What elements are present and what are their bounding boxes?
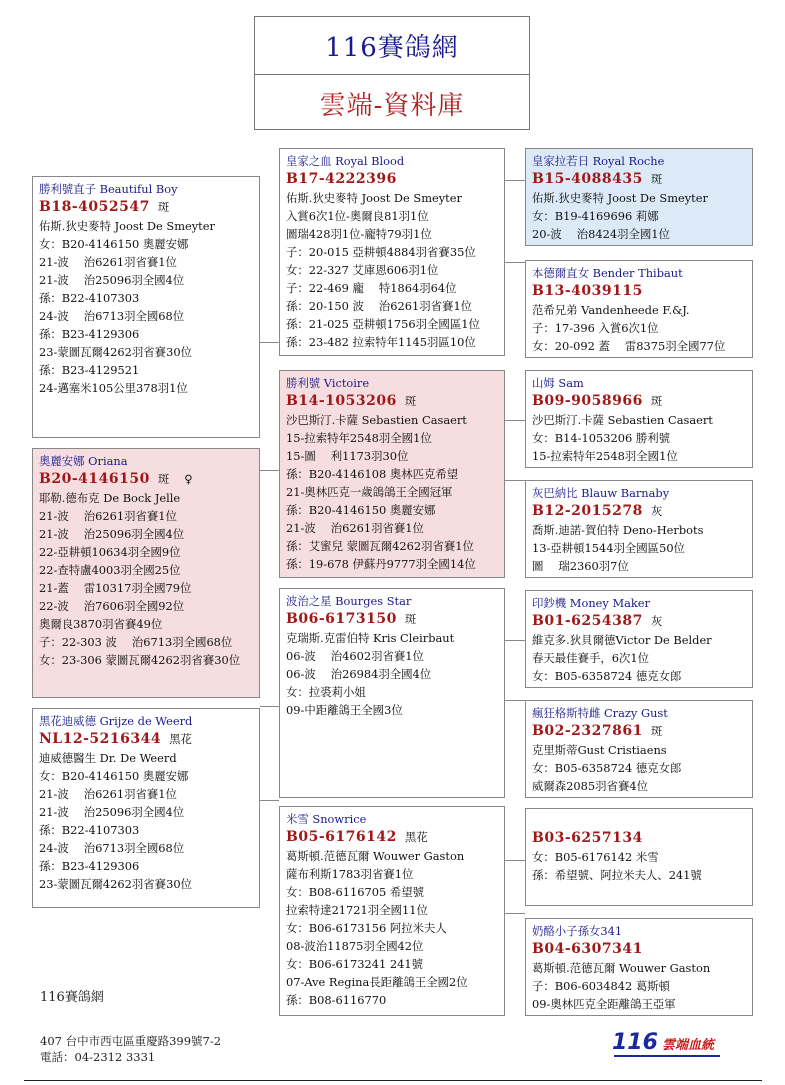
- connector-line: [505, 180, 525, 181]
- card-line: 女：23-306 蒙圖瓦爾4262羽省賽30位: [39, 653, 241, 667]
- color-tag: 斑: [157, 200, 170, 214]
- card-line: 孫：B08-6116770: [286, 993, 387, 1007]
- card-line: 孫：B22-4107303: [39, 291, 140, 305]
- card-line: 06-波 治4602羽省賽1位: [286, 649, 424, 663]
- logo-text: 雲端血統: [661, 1038, 714, 1053]
- card-line: 21-波 治6261羽省賽1位: [286, 521, 424, 535]
- card-line: 迪威德醫生 Dr. De Weerd: [39, 751, 177, 765]
- card-line: 24-波 治6713羽全國68位: [39, 841, 185, 855]
- pedigree-card-royal-blood: [279, 148, 505, 356]
- card-line: 維克多.狄貝爾德Victor De Belder: [532, 633, 712, 647]
- color-tag: 黑花: [169, 732, 192, 746]
- color-tag: 斑: [650, 724, 663, 738]
- card-line: 15-圖 利1173羽30位: [286, 449, 409, 463]
- pedigree-card-b04: [525, 918, 753, 1016]
- card-line: 24-波 治6713羽全國68位: [39, 309, 185, 323]
- footer-brand: 116賽鴿網: [40, 990, 104, 1005]
- card-line: 孫：B20-4146150 奧麗安娜: [286, 503, 436, 517]
- connector-line: [505, 860, 525, 861]
- card-line: 佑斯.狄史麥特 Joost De Smeyter: [286, 191, 462, 205]
- ring-number: B03-6257134: [532, 830, 643, 846]
- color-tag: 灰: [650, 614, 663, 628]
- pedigree-card-money-maker: [525, 590, 753, 688]
- card-line: 孫：19-678 伊蘇丹9777羽全國14位: [286, 557, 476, 571]
- card-line: 春天最佳賽手，6次1位: [532, 651, 650, 665]
- divider: [24, 1080, 762, 1081]
- pedigree-card-bender-thibaut: [525, 260, 753, 358]
- connector-line: [505, 420, 525, 421]
- card-line: 女：B05-6358724 德克女郎: [532, 669, 682, 683]
- card-line: 孫：希望號、阿拉米夫人、241號: [532, 868, 702, 882]
- card-line: 女：20-092 蓋 雷8375羽全國77位: [532, 339, 726, 353]
- pigeon-name: 勝利號 Victoire: [286, 376, 370, 390]
- card-line: 佑斯.狄史麥特 Joost De Smeyter: [532, 191, 708, 205]
- pigeon-name: 山姆 Sam: [532, 376, 584, 390]
- pedigree-card-bourges-star: [279, 588, 505, 798]
- connector-line: [260, 706, 279, 707]
- card-line: 威爾森2085羽省賽4位: [532, 779, 648, 793]
- card-line: 子：22-303 波 治6713羽全國68位: [39, 635, 233, 649]
- card-line: 21-波 治6261羽省賽1位: [39, 509, 177, 523]
- color-tag: 斑: [404, 612, 417, 626]
- card-line: 女：B08-6116705 希望號: [286, 885, 425, 899]
- card-line: 22-亞耕頓10634羽全國9位: [39, 545, 181, 559]
- card-line: 沙巴斯汀.卡薩 Sebastien Casaert: [286, 413, 467, 427]
- card-line: 克瑞斯.克雷伯特 Kris Cleirbaut: [286, 631, 455, 645]
- brand-logo: [612, 1030, 714, 1055]
- card-line: 耶勒.德布克 De Bock Jelle: [39, 491, 181, 505]
- card-line: 孫：B23-4129306: [39, 327, 140, 341]
- card-line: 喬斯.迪諾-賀伯特 Deno-Herbots: [532, 523, 704, 537]
- card-line: 克里斯蒂Gust Cristiaens: [532, 743, 667, 757]
- card-line: 女：B05-6176142 米雪: [532, 850, 659, 864]
- pedigree-card-sire: [32, 176, 260, 438]
- card-line: 拉索特達21721羽全國11位: [286, 903, 428, 917]
- card-line: 女：B05-6358724 德克女郎: [532, 761, 682, 775]
- ring-number: B13-4039115: [532, 283, 643, 299]
- ring-number: B12-2015278: [532, 503, 643, 519]
- card-line: 圖瑞428羽1位-龐特79羽1位: [286, 227, 432, 241]
- card-line: 女：B14-1053206 勝利號: [532, 431, 671, 445]
- card-line: 21-奧林匹克一歲鴿鴿王全國冠軍: [286, 485, 453, 499]
- footer-address: 407 台中市西屯區重慶路399號7-2: [40, 1034, 222, 1048]
- pigeon-name: 本德爾直女 Bender Thibaut: [532, 266, 683, 280]
- ring-number: B05-6176142: [286, 829, 397, 845]
- ring-number: NL12-5216344: [39, 731, 162, 747]
- card-line: 女：B06-6173241 241號: [286, 957, 423, 971]
- card-line: 23-蒙圖瓦爾4262羽省賽30位: [39, 877, 192, 891]
- pedigree-card-sam: [525, 370, 753, 468]
- pigeon-name: 奧麗安娜 Oriana: [39, 454, 128, 468]
- card-line: 孫：23-482 拉索特年1145羽區10位: [286, 335, 476, 349]
- connector-line: [505, 262, 525, 263]
- ring-number: B20-4146150: [39, 471, 150, 487]
- card-line: 子：22-469 龐 特1864羽64位: [286, 281, 457, 295]
- card-line: 孫：B22-4107303: [39, 823, 140, 837]
- pigeon-name: 皇家之血 Royal Blood: [286, 154, 405, 168]
- site-title: 116賽鴿網: [325, 33, 459, 63]
- pigeon-name: 瘋狂格斯特雌 Crazy Gust: [532, 706, 668, 720]
- card-line: 女：22-327 艾庫恩606羽1位: [286, 263, 439, 277]
- card-line: 葛斯頓.范德瓦爾 Wouwer Gaston: [532, 961, 711, 975]
- card-line: 孫：B20-4146108 奧林匹克希望: [286, 467, 459, 481]
- card-line: 子：17-396 入賞6次1位: [532, 321, 659, 335]
- card-line: 15-拉索特年2548羽全國1位: [286, 431, 432, 445]
- card-line: 21-波 治6261羽省賽1位: [39, 255, 177, 269]
- color-tag: 斑: [650, 172, 663, 186]
- pedigree-card-crazy-gust: [525, 700, 753, 798]
- pedigree-card-snowrice: [279, 806, 505, 1016]
- ring-number: B17-4222396: [286, 171, 397, 187]
- footer-phone: 電話：04-2312 3331: [40, 1050, 156, 1064]
- card-line: 孫：B23-4129521: [39, 363, 140, 377]
- header-box: [254, 16, 530, 130]
- ring-number: B15-4088435: [532, 171, 643, 187]
- card-line: 女：B19-4169696 莉娜: [532, 209, 659, 223]
- card-line: 沙巴斯汀.卡薩 Sebastien Casaert: [532, 413, 713, 427]
- pedigree-card-royal-roche: [525, 148, 753, 246]
- pedigree-card-blauw-barnaby: [525, 480, 753, 578]
- card-line: 07-Ave Regina長距離鴿王全國2位: [286, 975, 468, 989]
- ring-number: B02-2327861: [532, 723, 643, 739]
- color-tag: 黑花: [404, 830, 428, 844]
- card-line: 24-邁塞米105公里378羽1位: [39, 381, 188, 395]
- card-line: 09-奧林匹克全距離鴿王亞軍: [532, 997, 676, 1011]
- card-line: 薩布利斯1783羽省賽1位: [286, 867, 414, 881]
- header-title-row: [255, 17, 529, 75]
- card-line: 13-亞耕頓1544羽全國區50位: [532, 541, 685, 555]
- ring-number: B14-1053206: [286, 393, 397, 409]
- card-line: 21-波 治6261羽省賽1位: [39, 787, 177, 801]
- ring-number: B01-6254387: [532, 613, 643, 629]
- database-title: 雲端-資料庫: [319, 90, 465, 121]
- card-line: 子：20-015 亞耕頓4884羽省賽35位: [286, 245, 476, 259]
- color-tag: 斑: [650, 394, 663, 408]
- card-line: 21-波 治25096羽全國4位: [39, 805, 185, 819]
- pigeon-name: 黑花迪威德 Grijze de Weerd: [39, 714, 193, 728]
- connector-line: [260, 470, 279, 471]
- card-line: 入賞6次1位-奧爾良81羽1位: [286, 209, 429, 223]
- pigeon-name: 波治之星 Bourges Star: [286, 594, 412, 608]
- card-line: 佑斯.狄史麥特 Joost De Smeyter: [39, 219, 215, 233]
- card-line: 孫：20-150 波 治6261羽省賽1位: [286, 299, 473, 313]
- connector-line: [505, 640, 525, 641]
- connector-line: [260, 342, 279, 343]
- pigeon-name: 奶酪小子孫女341: [532, 924, 623, 938]
- connector-line: [505, 700, 525, 701]
- card-line: 女：B06-6173156 阿拉米夫人: [286, 921, 447, 935]
- card-line: 22-查特盧4003羽全國25位: [39, 563, 181, 577]
- card-line: 女：B20-4146150 奧麗安娜: [39, 769, 189, 783]
- pigeon-name: 米雪 Snowrice: [286, 812, 367, 826]
- pedigree-card-dam: [32, 448, 260, 698]
- card-line: 23-蒙圖瓦爾4262羽省賽30位: [39, 345, 192, 359]
- logo-underline: [614, 1055, 720, 1057]
- header-subtitle-row: [255, 75, 529, 131]
- card-line: 20-波 治8424羽全國1位: [532, 227, 670, 241]
- color-tag: 灰: [650, 504, 663, 518]
- card-line: 圖 瑞2360羽7位: [532, 559, 629, 573]
- card-line: 子：B06-6034842 葛斯頓: [532, 979, 671, 993]
- card-line: 孫：21-025 亞耕頓1756羽全國區1位: [286, 317, 480, 331]
- card-line: 22-波 治7606羽全國92位: [39, 599, 185, 613]
- card-line: 奧爾良3870羽省賽49位: [39, 617, 163, 631]
- color-tag: 斑: [404, 394, 417, 408]
- pigeon-name: 印鈔機 Money Maker: [532, 596, 650, 610]
- card-line: 08-波治11875羽全國42位: [286, 939, 424, 953]
- card-line: 09-中距離鴿王全國3位: [286, 703, 403, 717]
- card-line: 21-波 治25096羽全國4位: [39, 527, 185, 541]
- ring-number: B09-9058966: [532, 393, 643, 409]
- card-line: 女：拉裘莉小姐: [286, 685, 366, 699]
- pigeon-name: 灰巴納比 Blauw Barnaby: [532, 486, 670, 500]
- ring-number: B06-6173150: [286, 611, 397, 627]
- color-tag: 斑 ♀: [157, 472, 193, 486]
- pigeon-name: 勝利號直子 Beautiful Boy: [39, 182, 178, 196]
- card-line: 15-拉索特年2548羽全國1位: [532, 449, 678, 463]
- connector-line: [505, 913, 525, 914]
- pedigree-card-b03: [525, 808, 753, 906]
- connector-line: [260, 800, 279, 801]
- card-line: 孫：B23-4129306: [39, 859, 140, 873]
- connector-line: [505, 480, 525, 481]
- pigeon-name: 皇家拉若日 Royal Roche: [532, 154, 665, 168]
- card-line: 孫：艾蜜兒 蒙圖瓦爾4262羽省賽1位: [286, 539, 474, 553]
- card-line: 21-蓋 雷10317羽全國79位: [39, 581, 192, 595]
- pedigree-card-dam-sire: [32, 708, 260, 908]
- card-line: 范希兄弟 Vandenheede F.&J.: [532, 303, 690, 317]
- ring-number: B04-6307341: [532, 941, 643, 957]
- card-line: 女：B20-4146150 奧麗安娜: [39, 237, 189, 251]
- card-line: 06-波 治26984羽全國4位: [286, 667, 432, 681]
- logo-number: 116: [612, 1030, 658, 1055]
- card-line: 葛斯頓.范德瓦爾 Wouwer Gaston: [286, 849, 465, 863]
- card-line: 21-波 治25096羽全國4位: [39, 273, 185, 287]
- footer-contact: [40, 1033, 221, 1065]
- ring-number: B18-4052547: [39, 199, 150, 215]
- pedigree-card-victoire: [279, 370, 505, 578]
